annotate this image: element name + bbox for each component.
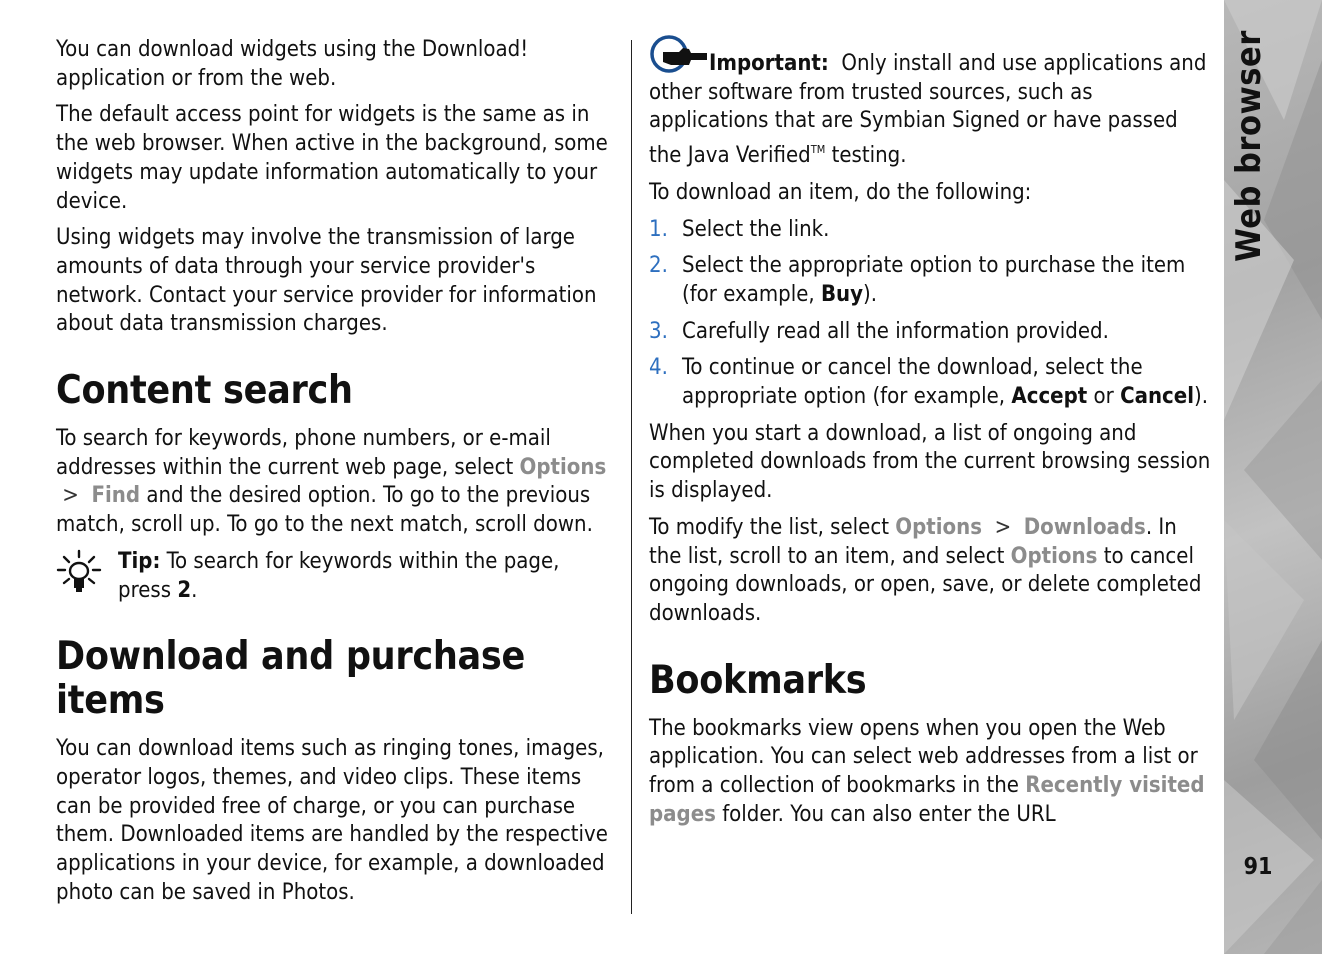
tip-box [56,548,618,605]
section-title-text: Web browser [1229,30,1269,262]
tip-key: 2 [177,577,192,603]
left-column [56,36,618,915]
column-divider [631,40,632,914]
step-number: 1. [649,216,668,242]
download-intro: To download an item, do the following: [649,179,1032,205]
widgets-download-paragraph: You can download widgets using the Download! application or from the web. [56,37,529,91]
step-text: Select the appropriate option to purchase the item (for example, [682,253,1186,307]
lightbulb-icon [56,548,106,598]
options-menu-item: Options [519,454,607,480]
important-text: Only install and use applications and other software from trusted sources, such as applications that are Symbian Signed or have passed the Java Verified [649,51,1207,169]
content-search-paragraph [56,425,618,540]
options-menu-item: Options [1010,543,1098,569]
content-search-heading: Content search [56,368,353,414]
step-text: Select the link. [682,216,830,242]
important-note [649,32,1215,171]
cancel-option: Cancel [1120,384,1194,410]
content-search-text: To search for keywords, phone numbers, or e-mail addresses within the current web page, select [56,426,551,480]
accept-option: Accept [1011,384,1088,410]
tip-label: Tip: [118,548,161,574]
important-label: Important: [709,51,829,76]
recently-visited-folder: Recently visited pages [649,773,1205,827]
trademark-symbol: TM [810,143,826,157]
right-column [649,36,1215,837]
step-mid: or [1093,384,1114,410]
pointing-hand-icon [649,32,709,76]
bookmarks-text-after: folder. You can also enter the URL [722,801,1056,827]
download-steps-list [649,216,1215,412]
list-item [649,252,1215,309]
bookmarks-text: The bookmarks view opens when you open the Web application. You can select web addresses from a list or from a collection of bookmarks in the [649,715,1198,799]
menu-separator: > [62,483,79,509]
tip-text: To search for keywords within the page, press [118,548,560,603]
step-end: ). [1193,384,1208,410]
content-search-text-after: and the desired option. To go to the previous match, scroll up. To go to the next match, scroll down. [56,483,593,538]
step-text: Carefully read all the information provided. [682,318,1109,344]
step-end: ). [863,281,878,307]
downloads-list-paragraph: When you start a download, a list of ongoing and completed downloads from the current browsing session is displayed. [649,420,1211,504]
buy-option: Buy [820,281,864,307]
step-number: 4. [649,355,668,381]
download-purchase-paragraph: You can download items such as ringing tones, images, operator logos, themes, and video clips. These items can be provided free of charge, or you can purchase them. Downloaded items are handled by the respective applications in your device, for example, a downloaded photo can be saved in Photos. [56,736,608,905]
list-item [649,216,1215,245]
data-charges-paragraph: Using widgets may involve the transmission of large amounts of data through your service provider's network. Contact your service provider for information about data transmission charges. [56,225,597,337]
important-end: testing. [831,143,907,169]
bookmarks-paragraph [649,715,1215,830]
section-title [1224,30,1274,262]
menu-separator: > [994,514,1012,540]
modify-after: to cancel ongoing downloads, or open, save, or delete completed downloads. [649,543,1202,626]
download-purchase-heading: Download and purchase items [56,634,525,724]
step-number: 2. [649,253,668,279]
step-number: 3. [649,318,668,344]
modify-text: To modify the list, select [649,514,889,540]
bookmarks-heading: Bookmarks [649,657,867,703]
find-menu-item: Find [91,483,141,509]
tip-end: . [191,577,198,603]
options-menu-item: Options [895,514,982,540]
modify-list-paragraph [649,514,1215,629]
downloads-menu-item: Downloads [1023,514,1146,540]
list-item [649,354,1215,411]
modify-mid: . In the list, scroll to an item, and select [649,514,1177,569]
page-number: 91 [1243,854,1273,880]
access-point-paragraph: The default access point for widgets is the same as in the web browser. When active in the background, some widgets may update information automatically to your device. [56,102,608,214]
step-text: To continue or cancel the download, select the appropriate option (for example, [682,355,1143,410]
list-item [649,318,1215,347]
